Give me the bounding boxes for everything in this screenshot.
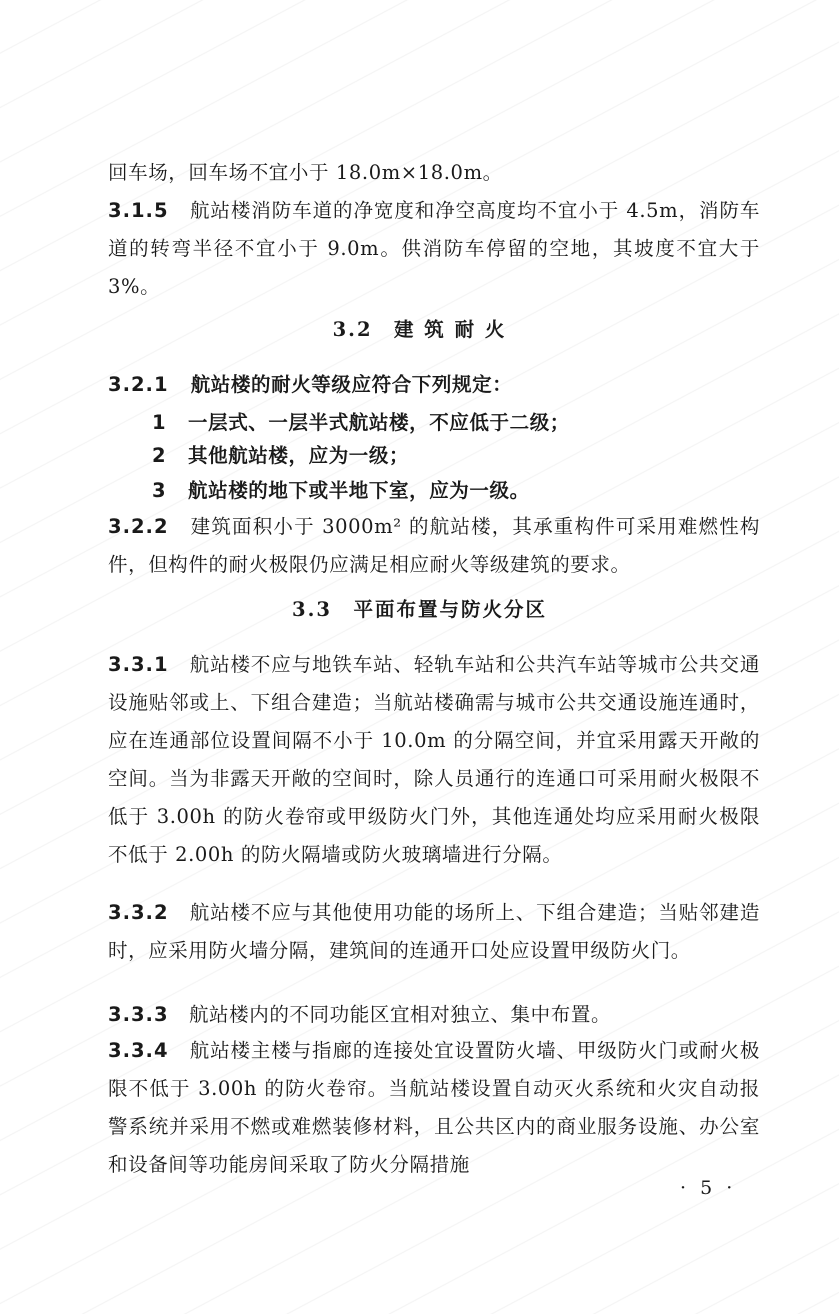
clause-number: 3.3.2 xyxy=(108,901,169,924)
clause-number: 3.3.1 xyxy=(108,653,169,676)
clause-number: 3.2.1 xyxy=(108,373,169,396)
section-heading-3-2: 3.2 建 筑 耐 火 xyxy=(332,318,507,341)
clause-text: 航站楼不应与其他使用功能的场所上、下组合建造；当贴邻建造时，应采用防火墙分隔，建筑间的连通开口处应设置甲级防火门。 xyxy=(108,901,760,962)
clause-text: 航站楼内的不同功能区宜相对独立、集中布置。 xyxy=(188,1003,612,1026)
clause-text: 航站楼不应与地铁车站、轻轨车站和公共汽车站等城市公共交通设施贴邻或上、下组合建造；当航站楼确需与城市公共交通设施连通时，应在连通部位设置间隔不小于 10.0m 的分隔空间，并宜采用露天开敞的空间。当为非露天开敞的空间时，除人员通行的连通口可采用耐火极限不低于 3.00h 的防火卷帘或甲级防火门外，其他连通处均应采用耐火极限不低于 2.00h 的防火隔墙或防火玻璃墙进行分隔。 xyxy=(108,653,760,866)
list-item: 3 航站楼的地下或半地下室，应为一级。 xyxy=(152,479,530,502)
paragraph-continuation: 回车场，回车场不宜小于 18.0m×18.0m。 xyxy=(108,161,503,184)
clause-3-2-1 xyxy=(108,366,760,404)
clause-3-3-2 xyxy=(108,894,760,970)
clause-3-3-4 xyxy=(108,1032,760,1184)
clause-text: 航站楼主楼与指廊的连接处宜设置防火墙、甲级防火门或耐火极限不低于 3.00h 的防火卷帘。当航站楼设置自动灭火系统和火灾自动报警系统并采用不燃或难燃装修材料，且公共区内的商业服务设施、办公室和设备间等功能房间采取了防火分隔措施 xyxy=(108,1039,760,1176)
clause-3-3-3 xyxy=(108,996,760,1034)
clause-number: 3.3.3 xyxy=(108,1003,169,1026)
clause-number: 3.1.5 xyxy=(108,199,169,222)
list-item: 2 其他航站楼，应为一级； xyxy=(152,444,410,467)
clause-text: 建筑面积小于 3000m² 的航站楼，其承重构件可采用难燃性构件，但构件的耐火极限仍应满足相应耐火等级建筑的要求。 xyxy=(108,515,760,576)
page-number: · 5 · xyxy=(680,1177,737,1199)
clause-3-3-1 xyxy=(108,646,760,874)
clause-text: 航站楼的耐火等级应符合下列规定： xyxy=(190,373,513,396)
list-item: 1 一层式、一层半式航站楼，不应低于二级； xyxy=(152,411,570,434)
clause-3-2-2 xyxy=(108,508,760,584)
clause-3-1-5 xyxy=(108,192,760,306)
section-heading-3-3: 3.3 平面布置与防火分区 xyxy=(292,598,547,621)
clause-number: 3.3.4 xyxy=(108,1039,169,1062)
clause-text: 航站楼消防车道的净宽度和净空高度均不宜小于 4.5m，消防车道的转弯半径不宜小于 9.0m。供消防车停留的空地，其坡度不宜大于 3%。 xyxy=(108,199,760,298)
clause-number: 3.2.2 xyxy=(108,515,169,538)
